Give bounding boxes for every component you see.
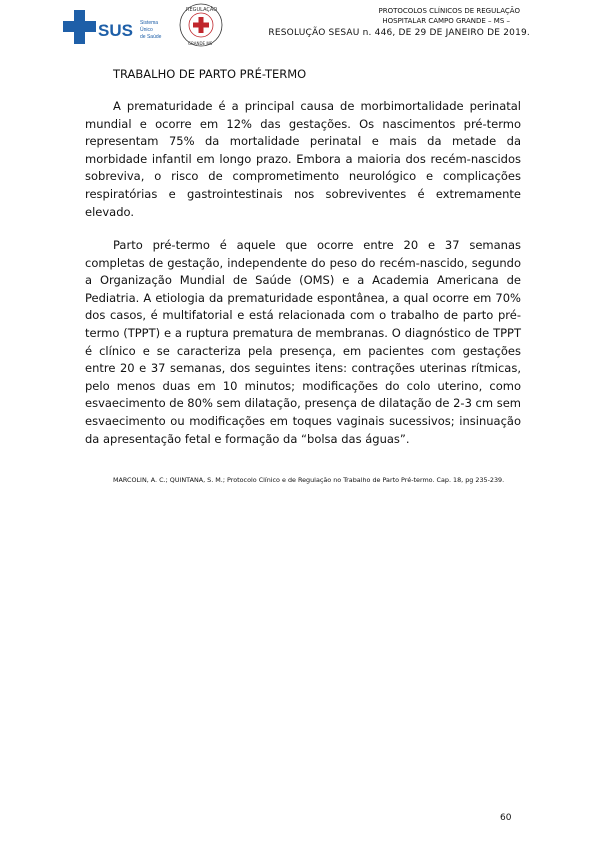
sus-logo	[63, 8, 173, 46]
section-title: TRABALHO DE PARTO PRÉ-TERMO	[113, 67, 307, 81]
header-resolution: RESOLUÇÃO SESAU n. 446, DE 29 DE JANEIRO DE 2019.	[268, 28, 530, 38]
seal-bottom-text: GRANDE MS	[188, 41, 213, 46]
seal-top-text: REGULAÇÃO	[186, 7, 218, 13]
reference-citation: MARCOLIN, A. C.; QUINTANA, S. M.; Protocolo Clínico e de Regulação no Trabalho de Parto Pré-termo. Cap. 18, pg 235-239.	[113, 476, 505, 484]
header-line-2: HOSPITALAR CAMPO GRANDE – MS –	[382, 17, 510, 25]
paragraph-1: A prematuridade é a principal causa de morbimortalidade perinatal mundial e ocorre em 12% das gestações. Os nascimentos pré-termo representam 75% da mortalidade perinatal e mais da metade da morbidade infantil em longo prazo. Embora a maioria dos recém-nascidos sobreviva, o risco de comprometimento neurológico e complicações respiratórias e gastrointestinais nos sobreviventes é extremamente elevado.	[85, 99, 521, 219]
sus-tagline-2: Único	[140, 27, 153, 33]
sus-tagline-1: Sistema	[140, 20, 159, 26]
sus-tagline-3: de Saúde	[140, 34, 162, 40]
header-line-1: PROTOCOLOS CLÍNICOS DE REGULAÇÃO	[378, 7, 520, 15]
paragraph-2: Parto pré-termo é aquele que ocorre entre 20 e 37 semanas completas de gestação, independente do peso do recém-nascido, segundo a Organização Mundial de Saúde (OMS) e a Academia Americana de Pediatria. A etiologia da prematuridade espontânea, a qual ocorre em 70% dos casos, é multifatorial e está relacionada com o trabalho de parto pré-termo (TPPT) e a ruptura prematura de membranas. O diagnóstico de TPPT é clínico e se caracteriza pela presença, em pacientes com gestações entre 20 e 37 semanas, dos seguintes itens: contrações uterinas rítmicas, pelo menos duas em 10 minutos; modificações do colo uterino, como esvaecimento de 80% sem dilatação, presença de dilatação de 2-3 cm sem esvaecimento ou modificações em toques vaginais sucessivos; insinuação da apresentação fetal e formação da “bolsa das águas”.	[85, 238, 521, 446]
sus-logo-text: SUS	[98, 21, 133, 40]
page-number: 60	[500, 813, 512, 823]
regulation-seal	[178, 2, 224, 48]
